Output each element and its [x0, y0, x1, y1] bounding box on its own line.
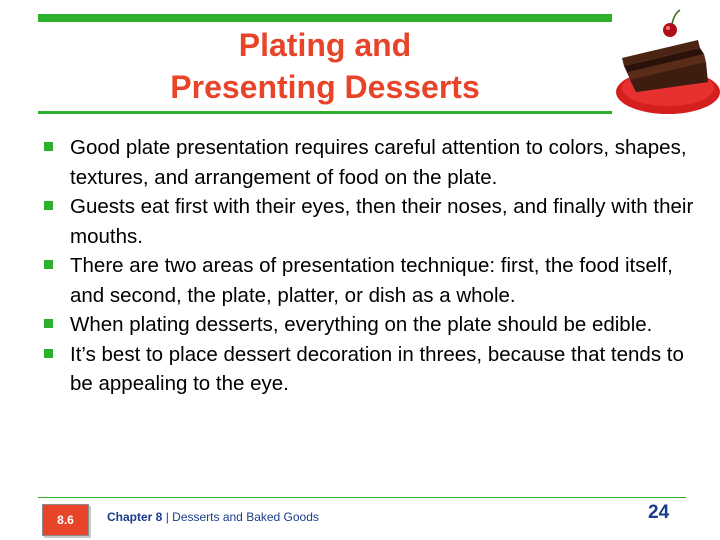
slide-title: [38, 24, 612, 108]
bullet-text: It’s best to place dessert decoration in threes, because that tends to be appealing to the eye.: [70, 342, 684, 395]
footer-chapter: Chapter 8: [107, 510, 163, 524]
title-underline-rule: [38, 111, 612, 114]
bullet-marker-icon: [44, 142, 53, 151]
footer-subtitle: Desserts and Baked Goods: [172, 510, 319, 524]
chocolate-cake-photo: [612, 0, 720, 118]
bullet-item: [42, 133, 707, 192]
title-line-1: Plating and: [238, 27, 412, 63]
page-number: 24: [648, 502, 670, 523]
bullet-item: [42, 192, 707, 251]
bullet-item: [42, 251, 707, 310]
bullet-marker-icon: [44, 319, 53, 328]
footer-separator: |: [162, 510, 173, 524]
bullet-text: Good plate presentation requires careful attention to colors, shapes, textures, and arrangement of food on the plate.: [70, 136, 687, 189]
title-line-2: Presenting Desserts: [170, 69, 480, 105]
bullet-text: Guests eat first with their eyes, then their noses, and finally with their mouths.: [70, 195, 694, 248]
bullet-text: When plating desserts, everything on the plate should be edible.: [70, 313, 653, 336]
footer-text: [107, 510, 319, 524]
top-accent-rule: [38, 14, 612, 22]
bullet-marker-icon: [44, 201, 53, 210]
bullet-list: [42, 133, 707, 399]
footer-rule: [38, 497, 686, 498]
bullet-item: [42, 310, 707, 340]
section-badge: 8.6: [42, 504, 89, 536]
bullet-item: [42, 340, 707, 399]
bullet-marker-icon: [44, 260, 53, 269]
bullet-text: There are two areas of presentation technique: first, the food itself, and second, the plate, platter, or dish as a whole.: [70, 254, 673, 307]
bullet-marker-icon: [44, 349, 53, 358]
